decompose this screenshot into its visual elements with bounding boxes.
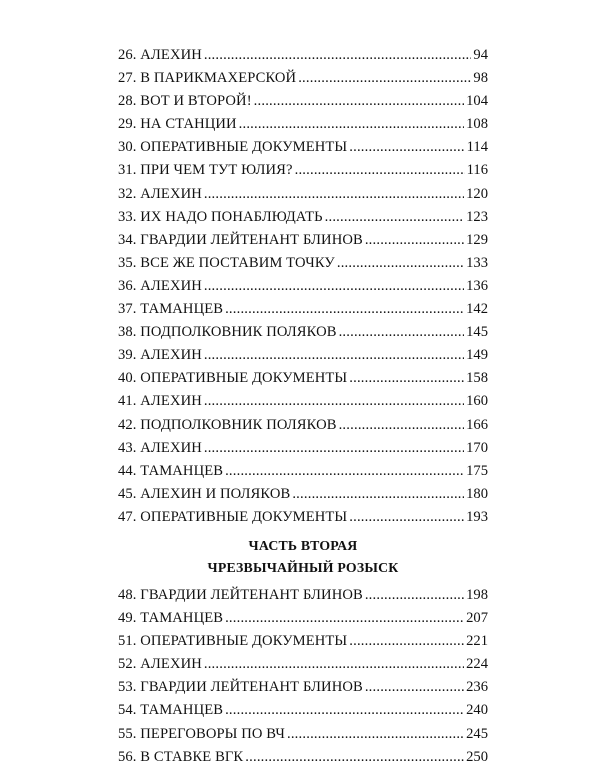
toc-entry xyxy=(118,344,488,367)
toc-entry xyxy=(118,607,488,630)
toc-dot-leader xyxy=(225,460,464,483)
toc-entry-page-number: 193 xyxy=(466,508,488,525)
toc-entry-title: 48. ГВАРДИИ ЛЕЙТЕНАНТ БЛИНОВ xyxy=(118,586,363,603)
toc-entry xyxy=(118,653,488,676)
toc-entry-title: 35. ВСЕ ЖЕ ПОСТАВИМ ТОЧКУ xyxy=(118,254,335,271)
toc-entry-title: 33. ИХ НАДО ПОНАБЛЮДАТЬ xyxy=(118,208,323,225)
toc-list-part-one xyxy=(118,44,488,529)
toc-entry-title: 41. АЛЕХИН xyxy=(118,393,202,410)
toc-entry-page-number: 114 xyxy=(466,139,488,156)
toc-entry-page-number: 120 xyxy=(466,185,488,202)
toc-entry-title: 42. ПОДПОЛКОВНИК ПОЛЯКОВ xyxy=(118,416,337,433)
toc-entry-page-number: 108 xyxy=(466,116,488,133)
toc-entry xyxy=(118,367,488,390)
toc-entry-title: 28. ВОТ И ВТОРОЙ! xyxy=(118,93,252,110)
toc-entry-title: 43. АЛЕХИН xyxy=(118,439,202,456)
toc-entry xyxy=(118,584,488,607)
toc-entry-title: 36. АЛЕХИН xyxy=(118,277,202,294)
toc-dot-leader xyxy=(365,584,464,607)
toc-entry-page-number: 175 xyxy=(466,462,488,479)
toc-entry-page-number: 245 xyxy=(466,725,488,742)
toc-entry-page-number: 136 xyxy=(466,277,488,294)
toc-entry-title: 52. АЛЕХИН xyxy=(118,656,202,673)
toc-entry-title: 44. ТАМАНЦЕВ xyxy=(118,462,224,479)
toc-entry-page-number: 240 xyxy=(466,702,488,719)
table-of-contents-page xyxy=(118,44,488,769)
toc-entry-title: 45. АЛЕХИН И ПОЛЯКОВ xyxy=(118,485,291,502)
toc-dot-leader xyxy=(349,506,464,529)
toc-entry xyxy=(118,113,488,136)
toc-entry xyxy=(118,414,488,437)
toc-dot-leader xyxy=(225,699,464,722)
toc-entry-title: 38. ПОДПОЛКОВНИК ПОЛЯКОВ xyxy=(118,324,337,341)
toc-entry-title: 56. В СТАВКЕ ВГК xyxy=(118,748,244,765)
toc-dot-leader xyxy=(337,252,464,275)
toc-dot-leader xyxy=(254,90,464,113)
toc-dot-leader xyxy=(365,229,464,252)
toc-entry xyxy=(118,437,488,460)
toc-entry xyxy=(118,460,488,483)
toc-dot-leader xyxy=(239,113,464,136)
toc-entry xyxy=(118,746,488,769)
toc-entry-page-number: 160 xyxy=(466,393,488,410)
toc-dot-leader xyxy=(204,275,464,298)
toc-entry-page-number: 123 xyxy=(466,208,488,225)
toc-entry-page-number: 236 xyxy=(466,679,488,696)
toc-entry-page-number: 129 xyxy=(466,231,488,248)
toc-dot-leader xyxy=(204,437,464,460)
toc-entry xyxy=(118,275,488,298)
toc-entry-title: 51. ОПЕРАТИВНЫЕ ДОКУМЕНТЫ xyxy=(118,633,348,650)
toc-entry-page-number: 98 xyxy=(473,70,488,87)
toc-dot-leader xyxy=(225,298,464,321)
toc-dot-leader xyxy=(349,367,464,390)
part-heading xyxy=(118,529,488,584)
toc-entry xyxy=(118,183,488,206)
toc-entry-page-number: 180 xyxy=(466,485,488,502)
toc-dot-leader xyxy=(245,746,464,769)
toc-entry-title: 40. ОПЕРАТИВНЫЕ ДОКУМЕНТЫ xyxy=(118,370,348,387)
toc-entry-title: 31. ПРИ ЧЕМ ТУТ ЮЛИЯ? xyxy=(118,162,293,179)
toc-dot-leader xyxy=(292,483,464,506)
toc-entry xyxy=(118,67,488,90)
toc-entry-title: 32. АЛЕХИН xyxy=(118,185,202,202)
toc-entry-title: 39. АЛЕХИН xyxy=(118,347,202,364)
toc-dot-leader xyxy=(295,159,465,182)
toc-entry xyxy=(118,136,488,159)
toc-entry-title: 29. НА СТАНЦИИ xyxy=(118,116,237,133)
toc-entry-page-number: 170 xyxy=(466,439,488,456)
toc-dot-leader xyxy=(365,676,464,699)
toc-list-part-two xyxy=(118,584,488,769)
toc-dot-leader xyxy=(225,607,464,630)
part-number-heading: ЧАСТЬ ВТОРАЯ xyxy=(248,537,358,553)
toc-entry-page-number: 198 xyxy=(466,586,488,603)
toc-entry xyxy=(118,44,488,67)
toc-dot-leader xyxy=(349,136,464,159)
toc-entry-page-number: 145 xyxy=(466,324,488,341)
toc-entry-page-number: 207 xyxy=(466,610,488,627)
toc-dot-leader xyxy=(204,344,464,367)
toc-entry xyxy=(118,723,488,746)
toc-entry-page-number: 116 xyxy=(466,162,488,179)
toc-dot-leader xyxy=(339,414,465,437)
toc-entry-page-number: 221 xyxy=(466,633,488,650)
toc-dot-leader xyxy=(204,390,464,413)
toc-entry-page-number: 94 xyxy=(473,47,488,63)
toc-dot-leader xyxy=(298,67,471,90)
toc-dot-leader xyxy=(204,653,464,676)
toc-entry-title: 26. АЛЕХИН xyxy=(118,47,202,63)
toc-entry xyxy=(118,699,488,722)
toc-entry-title: 54. ТАМАНЦЕВ xyxy=(118,702,224,719)
toc-entry xyxy=(118,506,488,529)
toc-entry-title: 49. ТАМАНЦЕВ xyxy=(118,610,224,627)
toc-entry-title: 53. ГВАРДИИ ЛЕЙТЕНАНТ БЛИНОВ xyxy=(118,679,363,696)
toc-entry xyxy=(118,483,488,506)
part-title-heading: ЧРЕЗВЫЧАЙНЫЙ РОЗЫСК xyxy=(207,559,399,575)
toc-entry xyxy=(118,206,488,229)
toc-entry-page-number: 224 xyxy=(466,656,488,673)
toc-entry xyxy=(118,252,488,275)
toc-entry xyxy=(118,159,488,182)
toc-entry xyxy=(118,390,488,413)
toc-dot-leader xyxy=(204,44,472,67)
toc-entry-page-number: 166 xyxy=(466,416,488,433)
toc-dot-leader xyxy=(287,723,464,746)
toc-entry xyxy=(118,298,488,321)
toc-entry xyxy=(118,676,488,699)
toc-entry-title: 27. В ПАРИКМАХЕРСКОЙ xyxy=(118,70,297,87)
toc-entry-page-number: 104 xyxy=(466,93,488,110)
toc-dot-leader xyxy=(204,183,464,206)
toc-entry-page-number: 142 xyxy=(466,301,488,318)
toc-entry-page-number: 250 xyxy=(466,748,488,765)
toc-entry-title: 34. ГВАРДИИ ЛЕЙТЕНАНТ БЛИНОВ xyxy=(118,231,363,248)
toc-dot-leader xyxy=(349,630,464,653)
toc-entry-title: 47. ОПЕРАТИВНЫЕ ДОКУМЕНТЫ xyxy=(118,508,348,525)
toc-entry-page-number: 158 xyxy=(466,370,488,387)
toc-entry xyxy=(118,630,488,653)
toc-entry xyxy=(118,90,488,113)
toc-entry xyxy=(118,229,488,252)
toc-entry-page-number: 133 xyxy=(466,254,488,271)
toc-entry-title: 55. ПЕРЕГОВОРЫ ПО ВЧ xyxy=(118,725,285,742)
toc-entry xyxy=(118,321,488,344)
toc-dot-leader xyxy=(339,321,465,344)
toc-dot-leader xyxy=(325,206,464,229)
toc-entry-title: 37. ТАМАНЦЕВ xyxy=(118,301,224,318)
toc-entry-title: 30. ОПЕРАТИВНЫЕ ДОКУМЕНТЫ xyxy=(118,139,348,156)
toc-entry-page-number: 149 xyxy=(466,347,488,364)
